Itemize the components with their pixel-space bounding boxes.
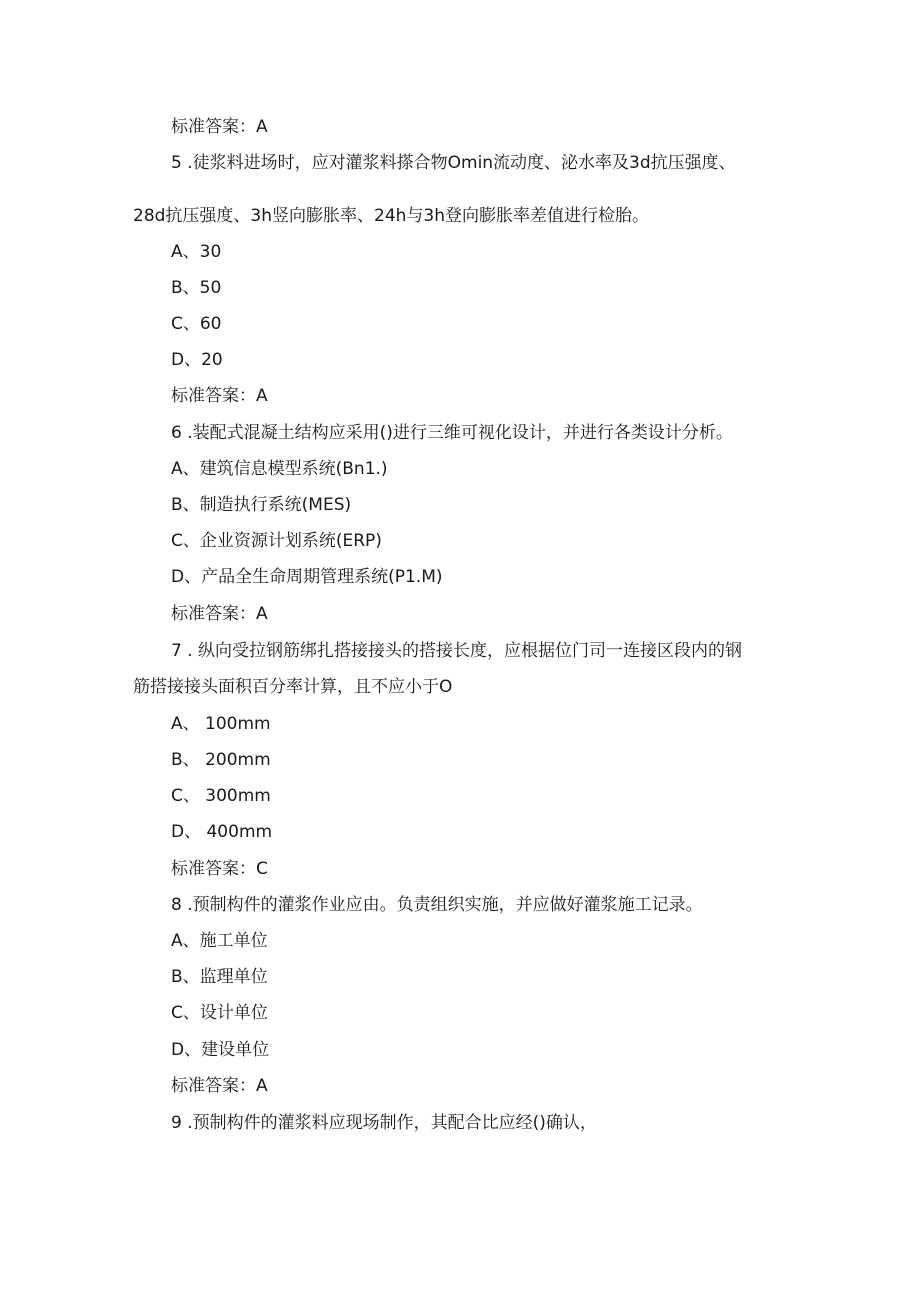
option-7-b: B、 200mm bbox=[171, 750, 271, 770]
answer-line-4: 标准答案：A bbox=[171, 117, 268, 137]
option-7-a: A、 100mm bbox=[171, 714, 271, 734]
option-7-d: D、 400mm bbox=[171, 822, 273, 842]
question-9: 9 .预制构件的灌浆料应现场制作，其配合比应经()确认， bbox=[171, 1113, 597, 1133]
answer-line-8: 标准答案：A bbox=[171, 1076, 268, 1096]
option-6-d: D、产品全生命周期管理系统(P1.M) bbox=[171, 567, 443, 587]
option-5-a: A、30 bbox=[171, 242, 222, 262]
option-8-b: B、监理单位 bbox=[171, 967, 268, 987]
question-8: 8 .预制构件的灌浆作业应由。负责组织实施，并应做好灌浆施工记录。 bbox=[171, 895, 703, 915]
option-8-d: D、建设单位 bbox=[171, 1040, 270, 1060]
option-6-b: B、制造执行系统(MES) bbox=[171, 495, 352, 515]
option-6-a: A、建筑信息模型系统(Bn1.) bbox=[171, 459, 388, 479]
question-6: 6 .装配式混凝土结构应采用()进行三维可视化设计，并进行各类设计分析。 bbox=[171, 423, 733, 443]
question-7-line-2: 筋搭接接头面积百分率计算，且不应小于O bbox=[133, 677, 453, 697]
answer-line-5: 标准答案：A bbox=[171, 386, 268, 406]
question-5-line-2: 28d抗压强度、3h竖向膨胀率、24h与3h登向膨胀率差值进行检胎。 bbox=[133, 206, 650, 226]
question-7-line-1: 7 . 纵向受拉钢筋绑扎搭接接头的搭接长度，应根据位门司一连接区段内的钢 bbox=[171, 641, 743, 661]
answer-line-7: 标准答案：C bbox=[171, 859, 268, 879]
option-7-c: C、 300mm bbox=[171, 786, 271, 806]
option-5-d: D、20 bbox=[171, 350, 223, 370]
option-8-c: C、设计单位 bbox=[171, 1003, 268, 1023]
answer-line-6: 标准答案：A bbox=[171, 604, 268, 624]
option-5-c: C、60 bbox=[171, 314, 222, 334]
option-6-c: C、企业资源计划系统(ERP) bbox=[171, 531, 382, 551]
question-5-line-1: 5 .徒浆料进场时，应对灌浆料搽合物Omin流动度、泌水率及3d抗压强度、 bbox=[171, 153, 736, 173]
option-5-b: B、50 bbox=[171, 278, 222, 298]
option-8-a: A、施工单位 bbox=[171, 931, 268, 951]
